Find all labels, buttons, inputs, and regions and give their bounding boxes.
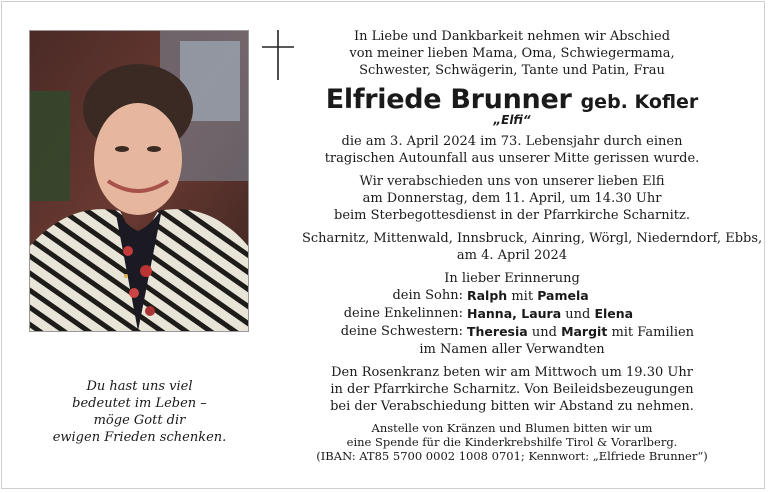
family-label: deine Schwestern: (340, 324, 463, 339)
death-notice-line: die am 3. April 2024 im 73. Lebensjahr durch einen (341, 134, 683, 149)
memory-intro: In lieber Erinnerung (444, 271, 580, 286)
family-list (302, 270, 722, 358)
intro-line: Schwester, Schwägerin, Tante und Patin, Frau (359, 63, 665, 78)
intro-line: von meiner lieben Mama, Oma, Schwiegermama, (349, 46, 675, 61)
connector: mit (507, 289, 538, 304)
family-label: dein Sohn: (392, 288, 463, 303)
rosary-line: Den Rosenkranz beten wir am Mittwoch um 19.30 Uhr (331, 365, 693, 380)
intro-text (302, 28, 722, 79)
son-name: Ralph (467, 288, 508, 303)
connector: und (561, 307, 595, 322)
donation-line: (IBAN: AT85 5700 0002 1008 0701; Kennwort: „Elfriede Brunner“) (316, 449, 708, 463)
obituary-card (1, 1, 765, 489)
intro-line: In Liebe und Dankbarkeit nehmen wir Abschied (353, 29, 671, 44)
family-value (467, 287, 589, 305)
cross-icon (260, 30, 296, 80)
quote-line: möge Gott dir (93, 413, 186, 428)
date-line: am 4. April 2024 (456, 248, 568, 263)
farewell-notice (302, 173, 722, 224)
rosary-notice (302, 364, 722, 415)
all-relatives: im Namen aller Verwandten (419, 342, 605, 357)
maiden-name: geb. Kofler (580, 91, 699, 113)
donation-line: eine Spende für die Kinderkrebshilfe Tirol & Vorarlberg. (346, 435, 678, 449)
donation-notice (302, 421, 722, 463)
notice-text (302, 28, 763, 463)
deceased-name-row (302, 84, 722, 115)
farewell-line: beim Sterbegottesdienst in der Pfarrkirche Scharnitz. (334, 208, 690, 223)
deceased-name: Elfriede Brunner (325, 84, 572, 115)
grandchild-name: Elena (594, 306, 634, 321)
grandchildren-names: Hanna, Laura (467, 306, 562, 321)
portrait-photo (29, 30, 249, 332)
family-row-son (302, 287, 722, 305)
family-value (467, 305, 633, 323)
rosary-line: in der Pfarrkirche Scharnitz. Von Beileidsbezeugungen (330, 382, 694, 397)
donation-line: Anstelle von Kränzen und Blumen bitten wir um (371, 421, 653, 435)
farewell-line: am Donnerstag, dem 11. April, um 14.30 Uhr (362, 191, 662, 206)
quote-line: Du hast uns viel (86, 379, 193, 394)
family-label: deine Enkelinnen: (343, 306, 463, 321)
family-value (467, 323, 694, 341)
connector: und (527, 325, 562, 340)
rosary-line: bei der Verabschiedung bitten wir Abstand zu nehmen. (330, 399, 694, 414)
family-row-grandchildren (302, 305, 722, 323)
nickname: „Elfi“ (493, 113, 531, 127)
sister-name: Theresia (467, 324, 528, 339)
places-date (302, 230, 763, 264)
sister-name: Margit (561, 324, 608, 339)
death-notice (302, 133, 722, 167)
memorial-quote (42, 378, 237, 446)
quote-line: bedeutet im Leben – (72, 396, 207, 411)
farewell-line: Wir verabschieden uns von unserer lieben Elfi (359, 174, 665, 189)
family-suffix: mit Familien (607, 325, 695, 340)
quote-line: ewigen Frieden schenken. (52, 430, 227, 445)
places-line: Scharnitz, Mittenwald, Innsbruck, Ainring, Wörgl, Niederndorf, Ebbs, (302, 231, 763, 246)
death-notice-line: tragischen Autounfall aus unserer Mitte gerissen wurde. (324, 151, 700, 166)
son-partner-name: Pamela (537, 288, 589, 303)
family-row-sisters (302, 323, 722, 341)
